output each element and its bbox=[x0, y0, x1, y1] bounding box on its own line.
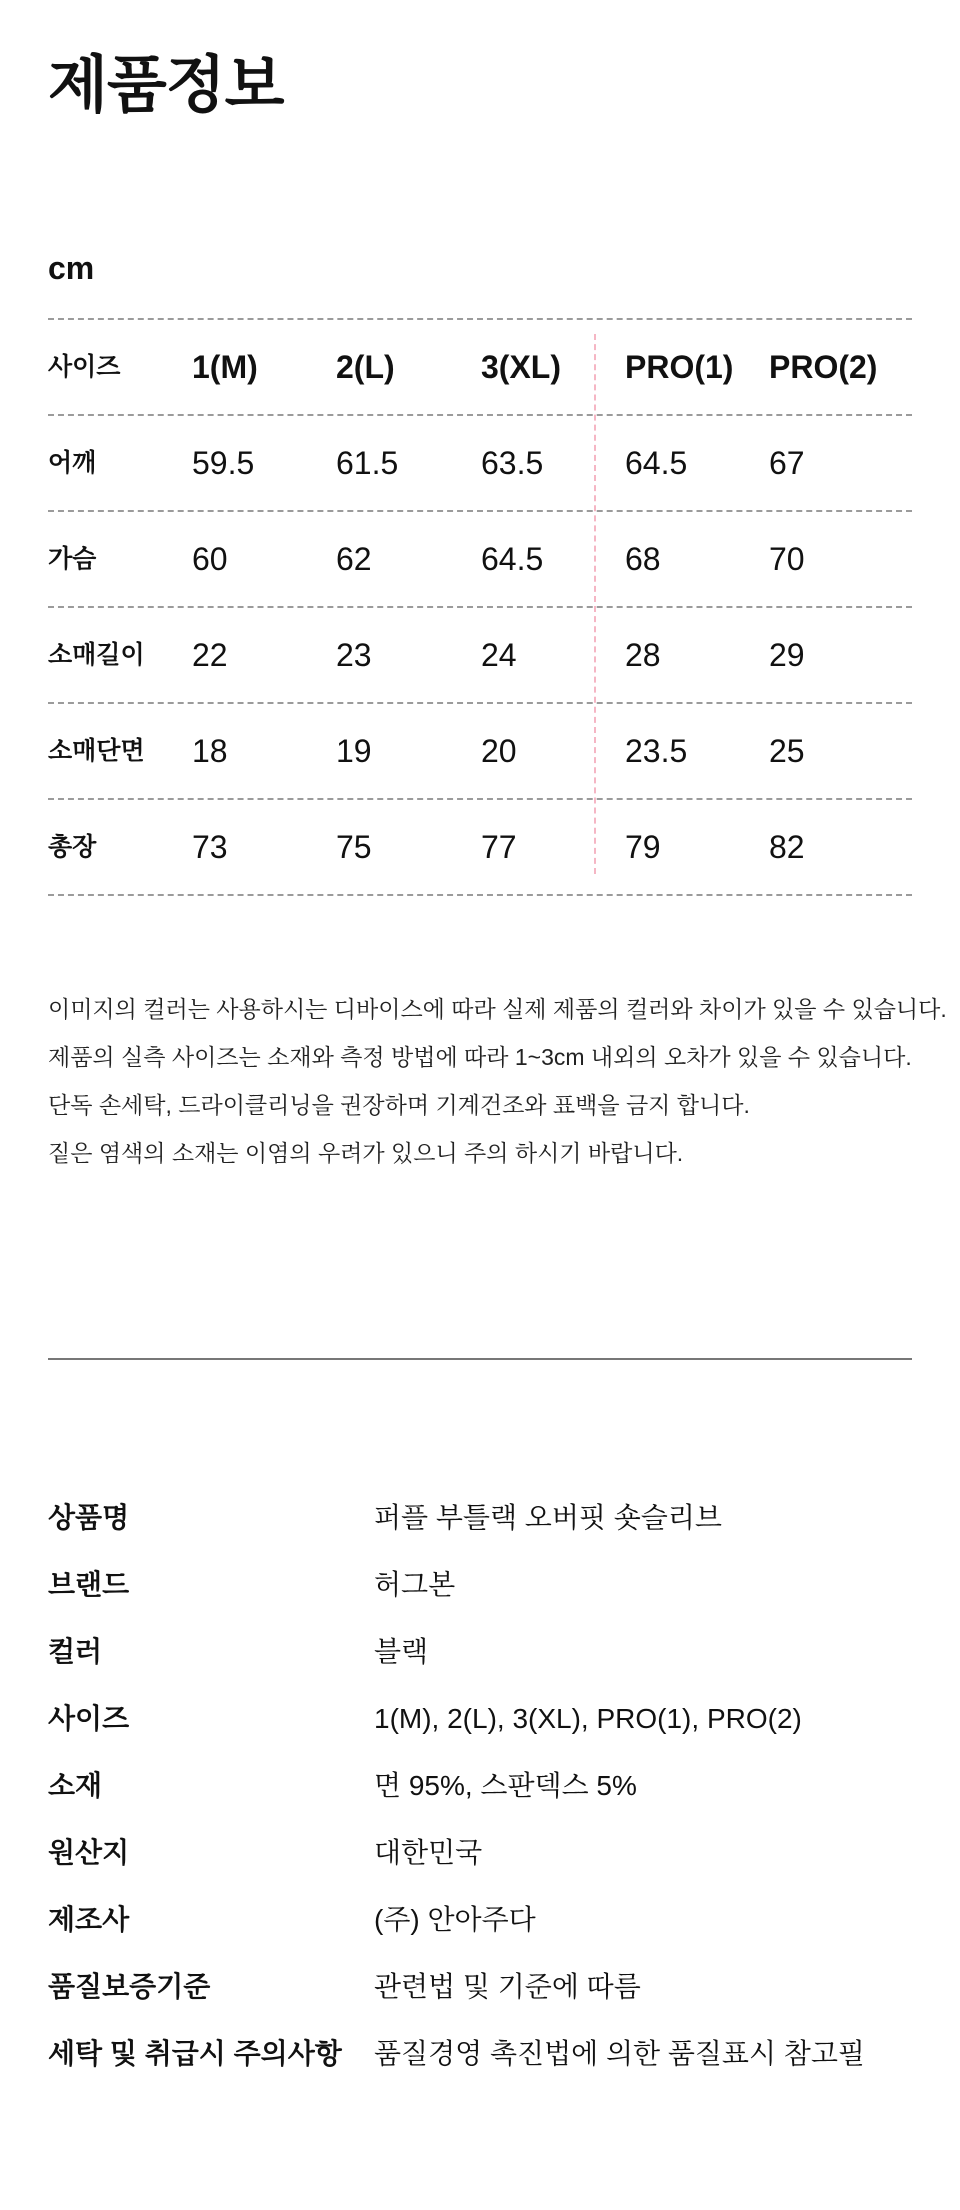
size-value-cell: 73 bbox=[192, 829, 228, 865]
size-value-cell: 19 bbox=[336, 733, 372, 769]
size-header-cell: 3(XL) bbox=[481, 349, 561, 385]
note-line: 짙은 염색의 소재는 이염의 우려가 있으니 주의 하시기 바랍니다. bbox=[48, 1140, 684, 1166]
info-label: 소재 bbox=[48, 1770, 103, 1801]
section-divider bbox=[48, 1358, 912, 1360]
size-value-cell: 23.5 bbox=[625, 733, 688, 769]
info-label: 원산지 bbox=[48, 1837, 130, 1868]
size-value-cell: 24 bbox=[481, 637, 517, 673]
note-line: 이미지의 컬러는 사용하시는 디바이스에 따라 실제 제품의 컬러와 차이가 있을 수 있습니다. bbox=[48, 996, 947, 1022]
info-row-size bbox=[48, 1689, 912, 1756]
info-row-manufacturer bbox=[48, 1890, 912, 1957]
size-value-cell: 25 bbox=[769, 733, 805, 769]
size-value-cell: 75 bbox=[336, 829, 372, 865]
size-row-label: 가슴 bbox=[48, 545, 97, 573]
size-header-label: 사이즈 bbox=[48, 353, 121, 381]
size-value-cell: 62 bbox=[336, 541, 372, 577]
info-value: 면 95%, 스판덱스 5% bbox=[374, 1770, 637, 1801]
size-value-cell: 67 bbox=[769, 445, 805, 481]
info-label: 사이즈 bbox=[48, 1703, 130, 1734]
size-row-label: 소매단면 bbox=[48, 737, 145, 765]
info-value: 허그본 bbox=[374, 1569, 456, 1600]
info-label: 세탁 및 취급시 주의사항 bbox=[48, 2038, 342, 2069]
size-value-cell: 79 bbox=[625, 829, 661, 865]
size-chart-header-row bbox=[48, 318, 912, 414]
size-value-cell: 18 bbox=[192, 733, 228, 769]
info-row-quality-standard bbox=[48, 1957, 912, 2024]
size-header-cell: PRO(2) bbox=[769, 349, 878, 385]
info-label: 브랜드 bbox=[48, 1569, 130, 1600]
page-title: 제품정보 bbox=[48, 51, 284, 120]
info-label: 상품명 bbox=[48, 1502, 130, 1533]
size-value-cell: 22 bbox=[192, 637, 228, 673]
info-value: 블랙 bbox=[374, 1636, 429, 1667]
info-value: 품질경영 촉진법에 의한 품질표시 참고필 bbox=[374, 2038, 865, 2069]
size-chart-row-shoulder bbox=[48, 414, 912, 510]
size-chart-row-total-length bbox=[48, 798, 912, 896]
size-value-cell: 68 bbox=[625, 541, 661, 577]
size-chart-row-chest bbox=[48, 510, 912, 606]
note-line: 단독 손세탁, 드라이클리닝을 권장하며 기계건조와 표백을 금지 합니다. bbox=[48, 1092, 750, 1118]
care-notes bbox=[48, 985, 947, 1177]
size-value-cell: 60 bbox=[192, 541, 228, 577]
info-row-material bbox=[48, 1756, 912, 1823]
info-label: 품질보증기준 bbox=[48, 1971, 211, 2002]
size-row-label: 소매길이 bbox=[48, 641, 145, 669]
size-value-cell: 63.5 bbox=[481, 445, 544, 481]
size-value-cell: 28 bbox=[625, 637, 661, 673]
size-header-cell: PRO(1) bbox=[625, 349, 734, 385]
size-value-cell: 77 bbox=[481, 829, 517, 865]
info-row-origin bbox=[48, 1823, 912, 1890]
info-label: 컬러 bbox=[48, 1636, 103, 1667]
size-value-cell: 29 bbox=[769, 637, 805, 673]
product-info-table bbox=[48, 1488, 912, 2091]
size-chart-row-sleeve-length bbox=[48, 606, 912, 702]
info-value: 퍼플 부틀랙 오버핏 숏슬리브 bbox=[374, 1502, 722, 1533]
size-row-label: 총장 bbox=[48, 833, 97, 861]
info-label: 제조사 bbox=[48, 1904, 130, 1935]
info-row-product-name bbox=[48, 1488, 912, 1555]
info-row-care-instructions bbox=[48, 2024, 912, 2091]
note-line: 제품의 실측 사이즈는 소재와 측정 방법에 따라 1~3cm 내외의 오차가 있을 수 있습니다. bbox=[48, 1044, 912, 1070]
size-chart-unit: cm bbox=[48, 250, 95, 286]
size-value-cell: 61.5 bbox=[336, 445, 399, 481]
size-value-cell: 59.5 bbox=[192, 445, 255, 481]
size-header-cell: 1(M) bbox=[192, 349, 258, 385]
info-row-color bbox=[48, 1622, 912, 1689]
size-value-cell: 23 bbox=[336, 637, 372, 673]
info-row-brand bbox=[48, 1555, 912, 1622]
size-value-cell: 82 bbox=[769, 829, 805, 865]
size-header-cell: 2(L) bbox=[336, 349, 395, 385]
info-value: 1(M), 2(L), 3(XL), PRO(1), PRO(2) bbox=[374, 1703, 802, 1734]
info-value: 관련법 및 기준에 따름 bbox=[374, 1971, 641, 2002]
size-row-label: 어깨 bbox=[48, 449, 97, 477]
info-value: (주) 안아주다 bbox=[374, 1904, 536, 1935]
info-value: 대한민국 bbox=[374, 1837, 483, 1868]
size-value-cell: 70 bbox=[769, 541, 805, 577]
size-value-cell: 64.5 bbox=[625, 445, 688, 481]
size-value-cell: 64.5 bbox=[481, 541, 544, 577]
size-chart-row-sleeve-width bbox=[48, 702, 912, 798]
size-value-cell: 20 bbox=[481, 733, 517, 769]
size-chart-table bbox=[48, 318, 912, 896]
